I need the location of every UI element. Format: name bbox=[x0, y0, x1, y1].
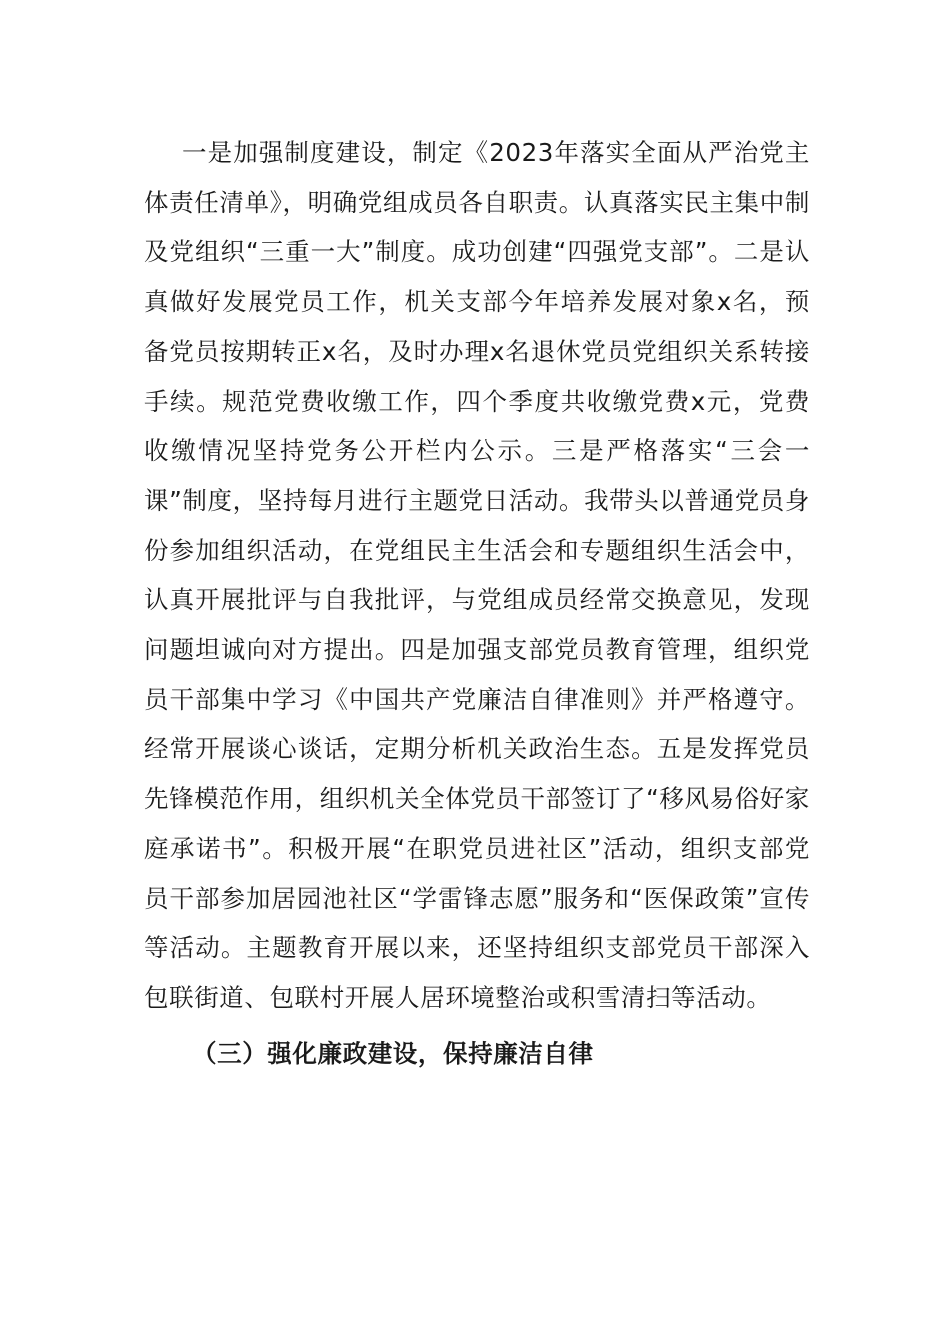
section-heading: （三）强化廉政建设，保持廉洁自律 bbox=[192, 1038, 594, 1068]
document-body bbox=[144, 128, 810, 1078]
body-paragraph: 一是加强制度建设，制定《2023年落实全面从严治党主体责任清单》，明确党组成员各自职责。认真落实民主集中制及党组织“三重一大”制度。成功创建“四强党支部”。二是认真做好发展党员工作，机关支部今年培养发展对象x名，预备党员按期转正x名，及时办理x名退休党员党组织关系转接手续。规范党费收缴工作，四个季度共收缴党费x元，党费收缴情况坚持党务公开栏内公示。三是严格落实“三会一课”制度，坚持每月进行主题党日活动。我带头以普通党员身份参加组织活动，在党组民主生活会和专题组织生活会中，认真开展批评与自我批评，与党组成员经常交换意见，发现问题坦诚向对方提出。四是加强支部党员教育管理，组织党员干部集中学习《中国共产党廉洁自律准则》并严格遵守。经常开展谈心谈话，定期分析机关政治生态。五是发挥党员先锋模范作用，组织机关全体党员干部签订了“移风易俗好家庭承诺书”。积极开展“在职党员进社区”活动，组织支部党员干部参加居园池社区“学雷锋志愿”服务和“医保政策”宣传等活动。主题教育开展以来，还坚持组织支部党员干部深入包联街道、包联村开展人居环境整治或积雪清扫等活动。 bbox=[144, 138, 810, 1012]
